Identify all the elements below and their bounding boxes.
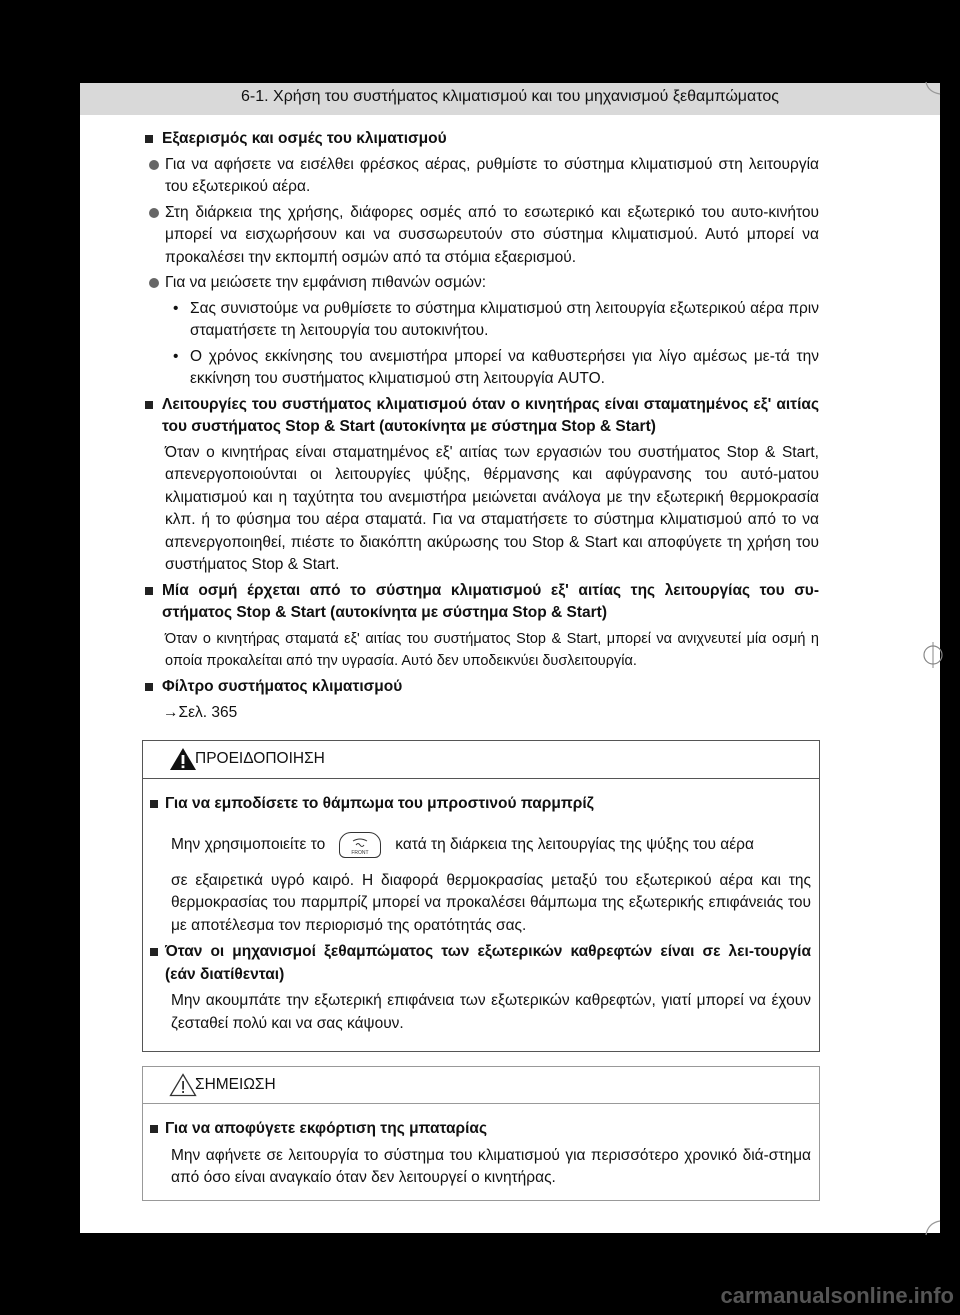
square-bullet-icon [145,587,153,595]
warning-title: ΠΡΟΕΙΔΟΠΟΙΗΣΗ [195,750,325,767]
warning-heading: Για να εμποδίσετε το θάμπωμα του μπροστινού παρμπρίζ [148,793,811,816]
warning-heading: Όταν οι μηχανισμοί ξεθαμπώματος των εξωτερικών καθρεφτών είναι σε λει-τουργία (εάν διατίθενται) [148,941,811,986]
paragraph: σε εξαιρετικά υγρό καιρό. Η διαφορά θερμοκρασίας μεταξύ του εξωτερικού αέρα και της θερμοκρασίας του παρμπρίζ μπορεί να προκαλέσει θάμπωμα της εξωτερικής επιφάνειάς του με αποτέλεσμα τον περιορισμό της ορατότητάς σας. [171,871,811,934]
page-reference-link[interactable]: →Σελ. 365 [163,704,238,721]
note-heading: Για να αποφύγετε εκφόρτιση της μπαταρίας [148,1118,811,1141]
list-item: Στη διάρκεια της χρήσης, διάφορες οσμές από το εσωτερικό και εξωτερικό του αυτο-κινήτου μπορεί να εισχωρήσουν και να συσσωρευτούν στο σύστημα κλιματισμού. Αυτό μπορεί να προκαλέσει την εκπομπή οσμών από τα στόμια εξαερισμού. [143,202,819,270]
list-item: Για να μειώσετε την εμφάνιση πιθανών οσμών: [143,272,819,295]
square-bullet-icon [145,401,153,409]
main-content [143,126,819,729]
square-bullet-icon [150,948,158,956]
note-box [142,1066,820,1201]
note-title: ΣΗΜΕΙΩΣΗ [195,1076,276,1093]
page-header: 6-1. Χρήση του συστήματος κλιματισμού και του μηχανισμού ξεθαμπώματος [80,83,940,115]
sub-list-item: • Ο χρόνος εκκίνησης του ανεμιστήρα μπορεί να καθυστερήσει για λίγο αμέσως με-τά την εκκίνηση του συστήματος κλιματισμού στη λειτουργία AUTO. [173,347,819,387]
section-heading: Εξαερισμός και οσμές του κλιματισμού [143,128,819,151]
list-item: Για να αφήσετε να εισέλθει φρέσκος αέρας, ρυθμίστε το σύστημα κλιματισμού στη λειτουργία του εξωτερικού αέρα. [143,154,819,199]
crop-mark-icon [922,1215,942,1237]
circle-bullet-icon [149,278,159,288]
front-label: FRONT [351,849,369,856]
paragraph: Μην αφήνετε σε λειτουργία το σύστημα του κλιματισμού για περισσότερο χρονικό διά-στημα από όσο είναι αναγκαίο όταν δεν λειτουργεί ο κινητήρας. [171,1146,811,1186]
registration-mark-icon [918,640,948,670]
section-heading: Λειτουργίες του συστήματος κλιματισμού όταν ο κινητήρας είναι σταματημένος εξ' αιτίας του συστήματος Stop & Start (αυτοκίνητα με σύστημα Stop & Start) [143,394,819,439]
square-bullet-icon [145,683,153,691]
front-defogger-icon [339,832,381,858]
warning-header [143,741,819,779]
paragraph: Όταν ο κινητήρας σταματά εξ' αιτίας του συστήματος Stop & Start, μπορεί να ανιχνευτεί μία οσμή η οποία προκαλείται από την υγρασία. Αυτό δεν υποδεικνύει δυσλειτουργία. [165,630,819,669]
circle-bullet-icon [149,208,159,218]
note-header [143,1067,819,1104]
bullet-icon: • [173,347,179,365]
square-bullet-icon [150,800,158,808]
circle-bullet-icon [149,160,159,170]
paragraph: Μην χρησιμοποιείτε το FRONT κατά τη διάρκεια της λειτουργίας της ψύξης του αέρα [148,832,811,858]
square-bullet-icon [150,1125,158,1133]
section-heading: Φίλτρο συστήματος κλιματισμού [143,676,819,699]
sub-list-item: • Σας συνιστούμε να ρυθμίσετε το σύστημα κλιματισμού στη λειτουργία εξωτερικού αέρα πριν σταματήσετε τη λειτουργία του αυτοκινήτου. [173,299,819,339]
section-heading: Μία οσμή έρχεται από το σύστημα κλιματισμού εξ' αιτίας της λειτουργίας του συ-στήματος Stop & Start (αυτοκίνητα με σύστημα Stop & Start) [143,580,819,625]
paragraph: Μην ακουμπάτε την εξωτερική επιφάνεια των εξωτερικών καθρεφτών, γιατί μπορεί να έχουν ζεσταθεί πολύ και να σας κάψουν. [171,992,811,1032]
warning-triangle-icon [169,747,197,771]
caution-triangle-icon [169,1073,197,1097]
crop-mark-icon [922,80,942,110]
watermark: carmanualsonline.info [720,1283,954,1308]
square-bullet-icon [145,135,153,143]
bullet-icon: • [173,299,179,317]
paragraph: Όταν ο κινητήρας είναι σταματημένος εξ' αιτίας των εργασιών του συστήματος Stop & Start, απενεργοποιούνται οι λειτουργίες ψύξης, θέρμανσης και αφύγρανσης του αυτό-ματου κλιματισμού και η ταχύτητα του ανεμιστήρα μειώνεται ανάλογα με την εξωτερική θερμοκρασία κλπ. ή το φύσημα του αέρα σταματά. Για να σταματήσετε το σύστημα κλιματισμού από το να απενεργοποιηθεί, πιέστε το διακόπτη ακύρωσης του Stop & Start και αποφύγετε τη χρήση του συστήματος Stop & Start. [165,443,819,573]
warning-box [142,740,820,1052]
